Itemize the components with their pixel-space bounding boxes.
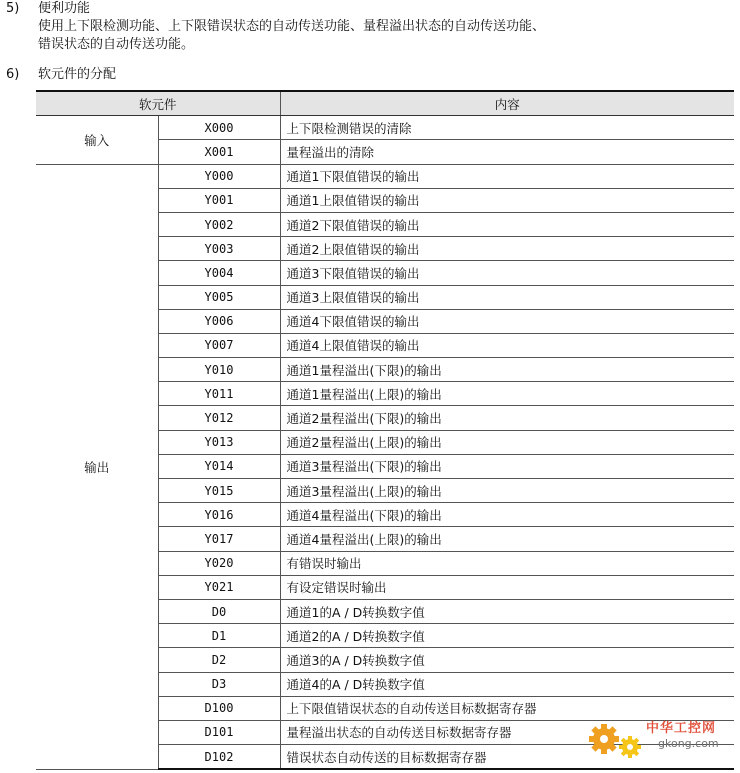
section-6-number: 6) <box>6 67 20 82</box>
content-cell: 通道1下限值错误的输出 <box>280 164 734 188</box>
device-cell: Y016 <box>158 503 280 527</box>
content-cell: 量程溢出的清除 <box>280 140 734 164</box>
content-cell: 通道4上限值错误的输出 <box>280 333 734 357</box>
content-cell: 通道2上限值错误的输出 <box>280 237 734 261</box>
content-cell: 上下限值错误状态的自动传送目标数据寄存器 <box>280 696 734 720</box>
device-cell: Y010 <box>158 358 280 382</box>
watermark-text-cn: 中华工控网 <box>646 721 717 736</box>
group-input: 输入 <box>36 116 158 164</box>
content-cell: 通道2的A / D转换数字值 <box>280 624 734 648</box>
device-cell: X001 <box>158 140 280 164</box>
device-cell: Y005 <box>158 285 280 309</box>
content-cell: 通道2量程溢出(下限)的输出 <box>280 406 734 430</box>
content-cell: 通道3量程溢出(下限)的输出 <box>280 454 734 478</box>
content-cell: 通道2下限值错误的输出 <box>280 212 734 236</box>
content-cell: 通道1的A / D转换数字值 <box>280 599 734 623</box>
device-cell: D1 <box>158 624 280 648</box>
content-cell: 通道3的A / D转换数字值 <box>280 648 734 672</box>
content-cell: 通道4量程溢出(上限)的输出 <box>280 527 734 551</box>
watermark-text-en: gkong.com <box>658 737 719 750</box>
device-cell: Y002 <box>158 212 280 236</box>
device-allocation-table <box>36 90 734 770</box>
device-cell: Y020 <box>158 551 280 575</box>
content-cell: 通道1量程溢出(上限)的输出 <box>280 382 734 406</box>
device-cell: Y001 <box>158 188 280 212</box>
content-cell: 错误状态自动传送的目标数据寄存器 <box>280 745 734 770</box>
device-cell: X000 <box>158 116 280 140</box>
device-cell: D100 <box>158 696 280 720</box>
watermark-logo <box>584 707 734 765</box>
section-5-description <box>38 18 545 54</box>
device-cell: D0 <box>158 599 280 623</box>
section-5-title: 便利功能 <box>38 1 91 16</box>
device-cell: Y013 <box>158 430 280 454</box>
device-cell: Y012 <box>158 406 280 430</box>
device-cell: Y003 <box>158 237 280 261</box>
device-cell: Y000 <box>158 164 280 188</box>
device-cell: Y011 <box>158 382 280 406</box>
device-cell: Y017 <box>158 527 280 551</box>
content-cell: 通道4量程溢出(下限)的输出 <box>280 503 734 527</box>
section-5-number: 5) <box>6 1 20 16</box>
content-cell: 通道2量程溢出(上限)的输出 <box>280 430 734 454</box>
gear-icon <box>584 707 654 765</box>
content-cell: 有错误时输出 <box>280 551 734 575</box>
content-cell: 上下限检测错误的清除 <box>280 116 734 140</box>
content-cell: 量程溢出状态的自动传送目标数据寄存器 <box>280 720 734 744</box>
device-cell: D101 <box>158 720 280 744</box>
device-cell: Y014 <box>158 454 280 478</box>
section-6-title: 软元件的分配 <box>38 67 117 82</box>
header-content: 内容 <box>280 91 734 116</box>
device-cell: Y015 <box>158 479 280 503</box>
content-cell: 通道3量程溢出(上限)的输出 <box>280 479 734 503</box>
header-device: 软元件 <box>36 91 280 116</box>
device-cell: D2 <box>158 648 280 672</box>
group-output: 输出 <box>36 164 158 769</box>
content-cell: 通道1上限值错误的输出 <box>280 188 734 212</box>
content-cell: 通道4的A / D转换数字值 <box>280 672 734 696</box>
section-5-desc-line: 使用上下限检测功能、上下限错误状态的自动传送功能、量程溢出状态的自动传送功能、 <box>38 19 546 34</box>
table-row <box>36 164 734 188</box>
device-cell: Y021 <box>158 575 280 599</box>
table-row <box>36 116 734 140</box>
table-header-row <box>36 91 734 116</box>
device-cell: Y006 <box>158 309 280 333</box>
device-cell: Y007 <box>158 333 280 357</box>
content-cell: 通道1量程溢出(下限)的输出 <box>280 358 734 382</box>
device-cell: D102 <box>158 745 280 770</box>
content-cell: 通道4下限值错误的输出 <box>280 309 734 333</box>
content-cell: 通道3下限值错误的输出 <box>280 261 734 285</box>
content-cell: 有设定错误时输出 <box>280 575 734 599</box>
content-cell: 通道3上限值错误的输出 <box>280 285 734 309</box>
device-cell: D3 <box>158 672 280 696</box>
section-5-desc-line: 错误状态的自动传送功能。 <box>38 37 195 52</box>
device-cell: Y004 <box>158 261 280 285</box>
